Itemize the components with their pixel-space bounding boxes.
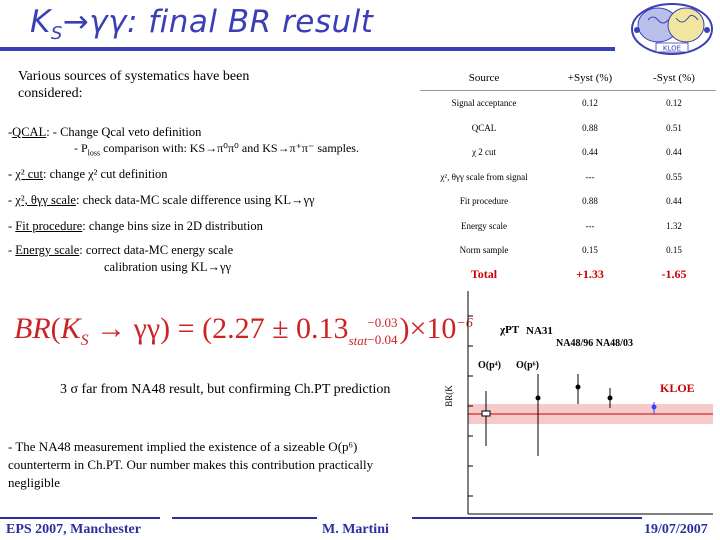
qcal-text: : - Change Qcal veto definition: [46, 125, 202, 139]
svg-text:KLOE: KLOE: [662, 44, 682, 53]
table-header-plus: +Syst (%): [548, 66, 632, 91]
table-cell: Signal acceptance: [451, 98, 517, 109]
table-row: [420, 189, 716, 214]
fit-item: - Fit procedure: change bins size in 2D distribution: [8, 219, 263, 233]
page-title: $K_S\to\gamma\gamma$: final BR result: [30, 4, 374, 45]
table-cell: ---: [585, 220, 595, 231]
footer-author: M. Martini: [322, 522, 389, 537]
scale-text: : check data-MC scale difference using K: [75, 193, 284, 207]
formula-exp: −6: [456, 316, 473, 331]
chi2-label: χ² cut: [15, 167, 43, 181]
formula-value: 2.27 ± 0.13: [212, 312, 349, 345]
kloe-label: KLOE: [660, 381, 695, 395]
chi2-text: : change χ² cut definition: [43, 167, 168, 181]
scale-item: - χ², θγγ scale: check data-MC scale difference using KL→γγ: [8, 193, 315, 207]
fit-label: Fit procedure: [15, 219, 83, 233]
ploss-rest: comparison with: K: [100, 141, 199, 155]
table-cell: 0.44: [582, 147, 598, 158]
na31-label: NA31: [526, 325, 553, 337]
table-header-minus: -Syst (%): [632, 66, 716, 91]
footer-conference: EPS 2007, Manchester: [6, 522, 141, 537]
ploss-text: - P: [74, 141, 88, 155]
table-row: [420, 140, 716, 165]
table-cell: +1.33: [576, 267, 604, 282]
scale-label: χ², θγγ scale: [15, 193, 76, 207]
table-row: [420, 91, 716, 116]
kloe-logo: [628, 2, 716, 56]
table-cell: Norm sample: [459, 245, 509, 256]
table-cell: 0.88: [582, 196, 598, 207]
formula-syst: [367, 314, 397, 348]
formula-stat: stat: [348, 333, 368, 348]
table-row: [420, 116, 716, 141]
op6-label: O(p⁶): [516, 360, 539, 371]
plot-ylabel: BR(K: [444, 385, 454, 407]
formula-lhs: BR: [14, 312, 51, 345]
na48-label: NA48/96 NA48/03: [556, 338, 633, 349]
footer-rule-mid: [172, 517, 317, 519]
table-cell: χ 2 cut: [472, 147, 496, 158]
table-cell: 1.32: [666, 220, 682, 231]
table-cell: 0.12: [582, 98, 598, 109]
footer-rule-left: [0, 517, 160, 519]
table-cell: 0.55: [666, 171, 682, 182]
scale-text2: L→γγ: [283, 193, 315, 207]
chpt-label: χPT: [500, 324, 520, 336]
footer-rule-right: [412, 517, 642, 519]
ploss-rest2: S→π⁰π⁰ and K: [198, 141, 271, 155]
table-cell: 0.51: [666, 122, 682, 133]
table-cell: 0.15: [666, 245, 682, 256]
ploss-item: [74, 141, 359, 157]
qcal-label: QCAL: [12, 125, 47, 139]
table-header-source: Source: [420, 66, 548, 91]
formula-up: −0.03: [367, 315, 398, 331]
energy-label: Energy scale: [15, 243, 80, 257]
table-total-row: [420, 263, 716, 288]
ploss-rest3: S→π⁺π⁻ samples.: [270, 141, 359, 155]
table-cell: 0.44: [666, 196, 682, 207]
qcal-item: -QCAL: - Change Qcal veto definition: [8, 125, 202, 139]
op4-label: O(p⁴): [478, 360, 501, 371]
table-cell: QCAL: [471, 122, 497, 133]
energy-text3: L→γγ: [199, 260, 232, 274]
formula-mult: ×10: [409, 312, 457, 345]
far-text: 3 σ far from NA48 result, but confirming Ch.PT prediction: [60, 382, 391, 397]
table-header-row: [420, 66, 716, 91]
fit-text: : change bins size in 2D distribution: [82, 219, 263, 233]
table-row: [420, 214, 716, 239]
energy-item: - Energy scale: correct data-MC energy scale: [8, 243, 234, 257]
footer-date: 19/07/2007: [644, 522, 708, 537]
table-cell: Fit procedure: [459, 196, 509, 207]
table-cell: 0.12: [666, 98, 682, 109]
table-cell: 0.88: [582, 122, 598, 133]
energy-item-line2: [104, 260, 231, 275]
table-cell: ---: [585, 171, 595, 182]
title-rule: [0, 47, 615, 51]
chi2-item: - χ² cut: change χ² cut definition: [8, 167, 168, 181]
table-cell: Energy scale: [460, 220, 508, 231]
br-comparison-plot: [438, 286, 718, 518]
energy-text2: calibration using K: [104, 260, 200, 274]
table-cell: 0.15: [582, 245, 598, 256]
systematics-table: [420, 66, 716, 287]
na31-point: [576, 374, 581, 404]
formula-down: −0.04: [367, 332, 398, 348]
energy-text: : correct data-MC energy scale: [79, 243, 234, 257]
table-cell: χ², θγγ scale from signal: [440, 171, 528, 182]
table-cell: -1.65: [661, 267, 687, 282]
intro-text: Various sources of systematics have been considered:: [18, 69, 250, 101]
table-cell: Total: [470, 267, 498, 282]
br-formula: $BR(K_S \to \gamma\gamma) = (2.27 \pm 0.13_{stat}-0.03$ $-0.04)\times 10^{-6}$: [14, 312, 473, 349]
ploss-sub: loss: [87, 148, 101, 158]
conclusion-text: - The NA48 measurement implied the existence of a sizeable O(p⁶) counterterm in Ch.PT. Our number makes this contribution practically negligible: [8, 439, 374, 490]
table-row: [420, 238, 716, 263]
table-row: [420, 165, 716, 190]
table-cell: 0.44: [666, 147, 682, 158]
